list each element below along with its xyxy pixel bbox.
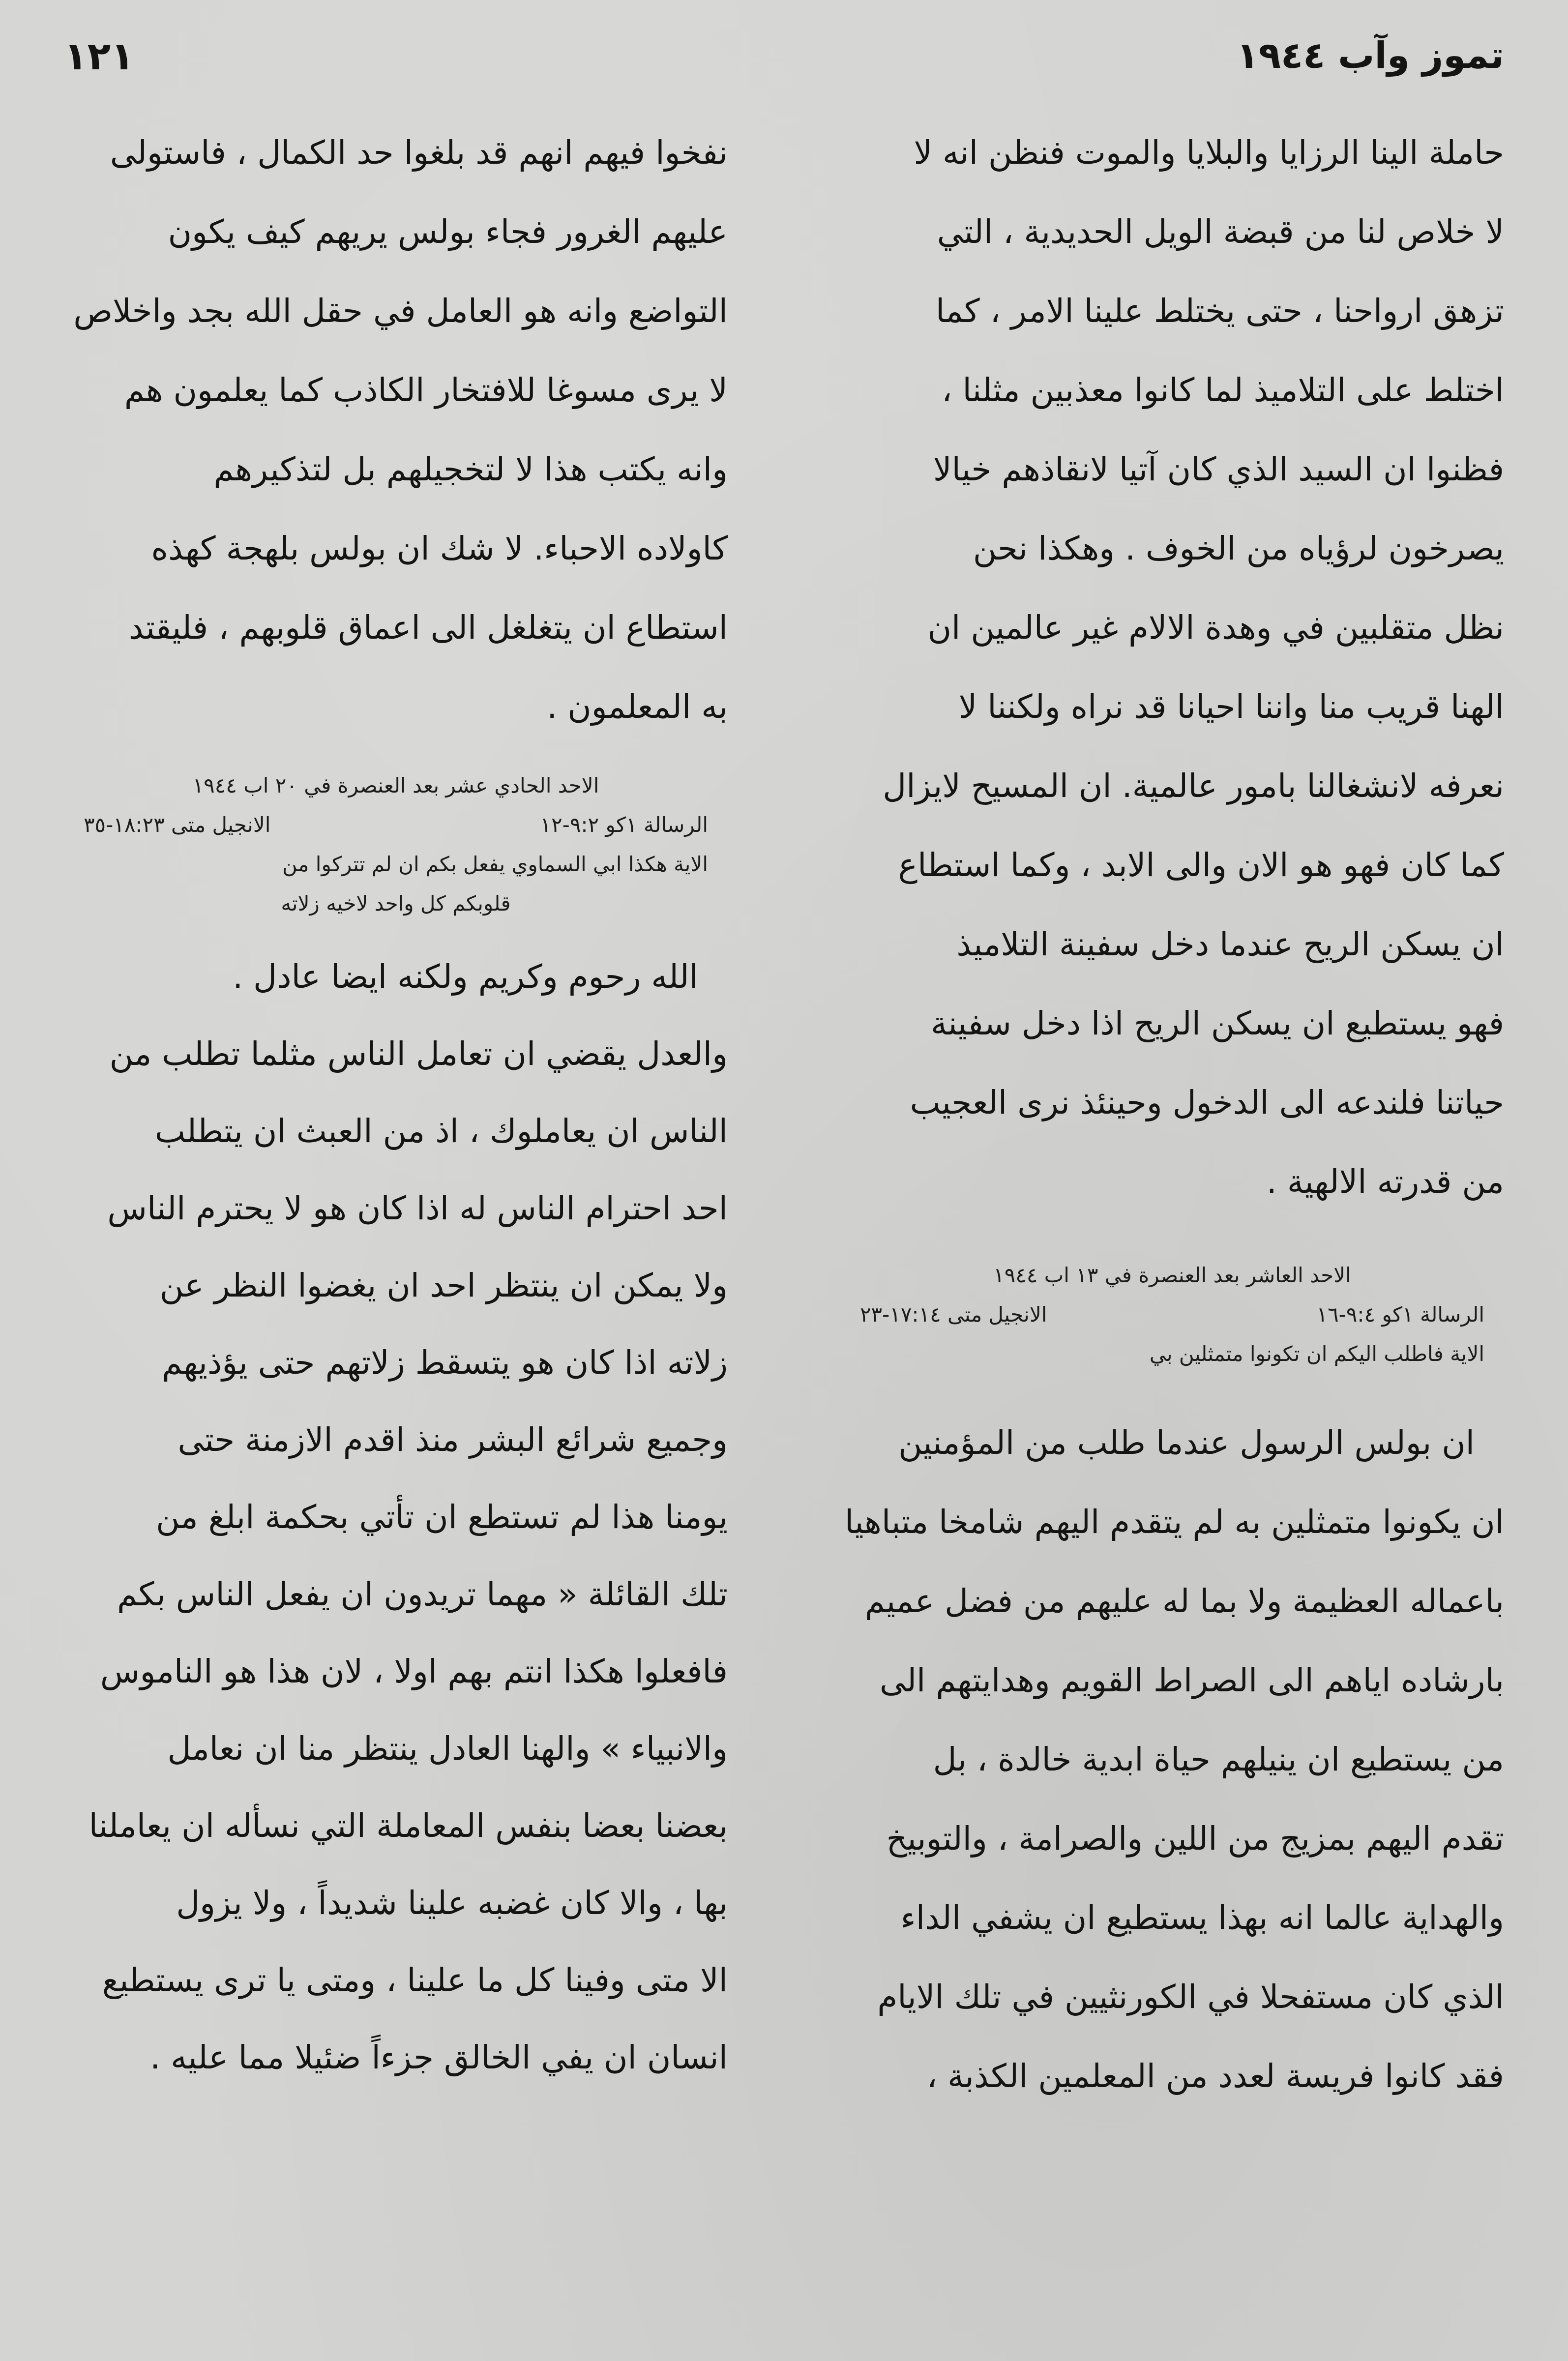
right-column: [840, 113, 1504, 2116]
text-line: احد احترام الناس له اذا كان هو لا يحترم الناس: [107, 1189, 728, 1227]
left-paragraph-2: [64, 938, 728, 2096]
right-paragraph-1: [840, 113, 1504, 1221]
text-line: الا متى وفينا كل ما علينا ، ومتى يا ترى يستطيع: [102, 1961, 728, 1999]
text-line: من يستطيع ان ينيلهم حياة ابدية خالدة ، بل: [933, 1741, 1504, 1778]
gospel-reference: الانجيل متى ١٧:١٤-٢٣: [860, 1302, 1047, 1327]
heading-title: الاحد الحادي عشر بعد العنصرة في ٢٠ اب ١٩٤٤: [192, 773, 599, 797]
epistle-reference: الرسالة ١كو ٩:٢-١٢: [540, 813, 708, 837]
text-line: نفخوا فيهم انهم قد بلغوا حد الكمال ، فاستولى: [110, 134, 728, 172]
text-line: فافعلوا هكذا انتم بهم اولا ، لان هذا هو الناموس: [100, 1653, 728, 1690]
text-line: الله رحوم وكريم ولكنه ايضا عادل .: [233, 958, 698, 996]
right-paragraph-2: [840, 1403, 1504, 2116]
text-line: عليهم الغرور فجاء بولس يريهم كيف يكون: [168, 213, 728, 251]
text-line: يصرخون لرؤياه من الخوف . وهكذا نحن: [973, 530, 1504, 567]
text-line: ان يكونوا متمثلين به لم يتقدم اليهم شامخا متباهيا: [845, 1503, 1504, 1541]
heading-verse-continued: قلوبكم كل واحد لاخيه زلاته: [281, 891, 511, 915]
text-line: ان يسكن الريح عندما دخل سفينة التلاميذ: [956, 925, 1504, 963]
left-column: [64, 113, 728, 2096]
text-line: لا يرى مسوغا للافتخار الكاذب كما يعلمون هم: [124, 371, 728, 409]
sunday-heading-11: [84, 766, 708, 923]
gospel-reference: الانجيل متى ١٨:٢٣-٣٥: [84, 813, 271, 837]
sunday-heading-10: [860, 1256, 1484, 1374]
text-line: حياتنا فلندعه الى الدخول وحينئذ نرى العجيب: [910, 1084, 1504, 1121]
text-line: فظنوا ان السيد الذي كان آتيا لانقاذهم خيالا: [933, 450, 1504, 488]
heading-verse: الاية هكذا ابي السماوي يفعل بكم ان لم تتركوا من: [282, 852, 708, 876]
text-line: الناس ان يعاملوك ، اذ من العبث ان يتطلب: [154, 1112, 728, 1150]
text-line: الهنا قريب منا واننا احيانا قد نراه ولكننا لا: [958, 688, 1504, 726]
heading-title: الاحد العاشر بعد العنصرة في ١٣ اب ١٩٤٤: [993, 1263, 1351, 1287]
page-number: ١٢١: [64, 34, 134, 79]
text-line: كما كان فهو هو الان والى الابد ، وكما استطاع: [898, 846, 1504, 884]
text-line: كاولاده الاحباء. لا شك ان بولس بلهجة كهذه: [151, 530, 728, 567]
text-line: تلك القائلة « مهما تريدون ان يفعل الناس بكم: [117, 1575, 728, 1613]
text-line: والانبياء » والهنا العادل ينتظر منا ان نعامل: [167, 1730, 728, 1768]
text-line: استطاع ان يتغلغل الى اعماق قلوبهم ، فليقتد: [128, 609, 728, 647]
running-head: تموز وآب ١٩٤٤: [1236, 34, 1504, 77]
text-line: فقد كانوا فريسة لعدد من المعلمين الكذبة ،: [926, 2057, 1504, 2095]
text-line: نعرفه لانشغالنا بامور عالمية. ان المسيح لايزال: [883, 767, 1504, 805]
heading-verse: الاية فاطلب اليكم ان تكونوا متمثلين بي: [1149, 1342, 1484, 1366]
text-line: وانه يكتب هذا لا لتخجيلهم بل لتذكيرهم: [213, 450, 728, 488]
left-paragraph-1: [64, 113, 728, 746]
text-line: من قدرته الالهية .: [1266, 1163, 1504, 1201]
text-line: حاملة الينا الرزايا والبلايا والموت فنظن انه لا: [914, 134, 1504, 172]
text-line: وجميع شرائع البشر منذ اقدم الازمنة حتى: [178, 1421, 728, 1459]
text-line: به المعلمون .: [547, 688, 728, 726]
text-line: والعدل يقضي ان تعامل الناس مثلما تطلب من: [109, 1035, 728, 1073]
heading-readings: [860, 1295, 1484, 1334]
text-line: بارشاده اياهم الى الصراط القويم وهدايتهم الى: [879, 1661, 1504, 1699]
text-line: نظل متقلبين في وهدة الالام غير عالمين ان: [927, 609, 1504, 647]
text-line: ان بولس الرسول عندما طلب من المؤمنين: [898, 1424, 1475, 1462]
text-line: تزهق ارواحنا ، حتى يختلط علينا الامر ، كما: [935, 292, 1504, 330]
text-line: زلاته اذا كان هو يتسقط زلاتهم حتى يؤذيهم: [162, 1344, 728, 1382]
text-line: بعضنا بعضا بنفس المعاملة التي نسأله ان يعاملنا: [89, 1807, 728, 1845]
text-line: باعماله العظيمة ولا بما له عليهم من فضل عميم: [864, 1582, 1504, 1620]
text-line: التواضع وانه هو العامل في حقل الله بجد واخلاص: [73, 292, 728, 330]
epistle-reference: الرسالة ١كو ٩:٤-١٦: [1316, 1302, 1484, 1327]
text-line: ولا يمكن ان ينتظر احد ان يغضوا النظر عن: [159, 1267, 728, 1304]
text-line: تقدم اليهم بمزيج من اللين والصرامة ، والتوبيخ: [886, 1820, 1504, 1858]
heading-readings: [84, 805, 708, 845]
text-line: انسان ان يفي الخالق جزءاً ضئيلا مما عليه .: [150, 2038, 728, 2076]
text-line: بها ، والا كان غضبه علينا شديداً ، ولا يزول: [176, 1884, 728, 1922]
text-line: اختلط على التلاميذ لما كانوا معذبين مثلنا ،: [942, 371, 1504, 409]
text-line: يومنا هذا لم تستطع ان تأتي بحكمة ابلغ من: [156, 1498, 728, 1536]
text-line: الذي كان مستفحلا في الكورنثيين في تلك الايام: [877, 1978, 1504, 2016]
text-line: لا خلاص لنا من قبضة الويل الحديدية ، التي: [937, 213, 1504, 251]
text-line: فهو يستطيع ان يسكن الريح اذا دخل سفينة: [931, 1004, 1504, 1042]
page-header: [59, 34, 1509, 89]
text-line: والهداية عالما انه بهذا يستطيع ان يشفي الداء: [900, 1899, 1504, 1937]
